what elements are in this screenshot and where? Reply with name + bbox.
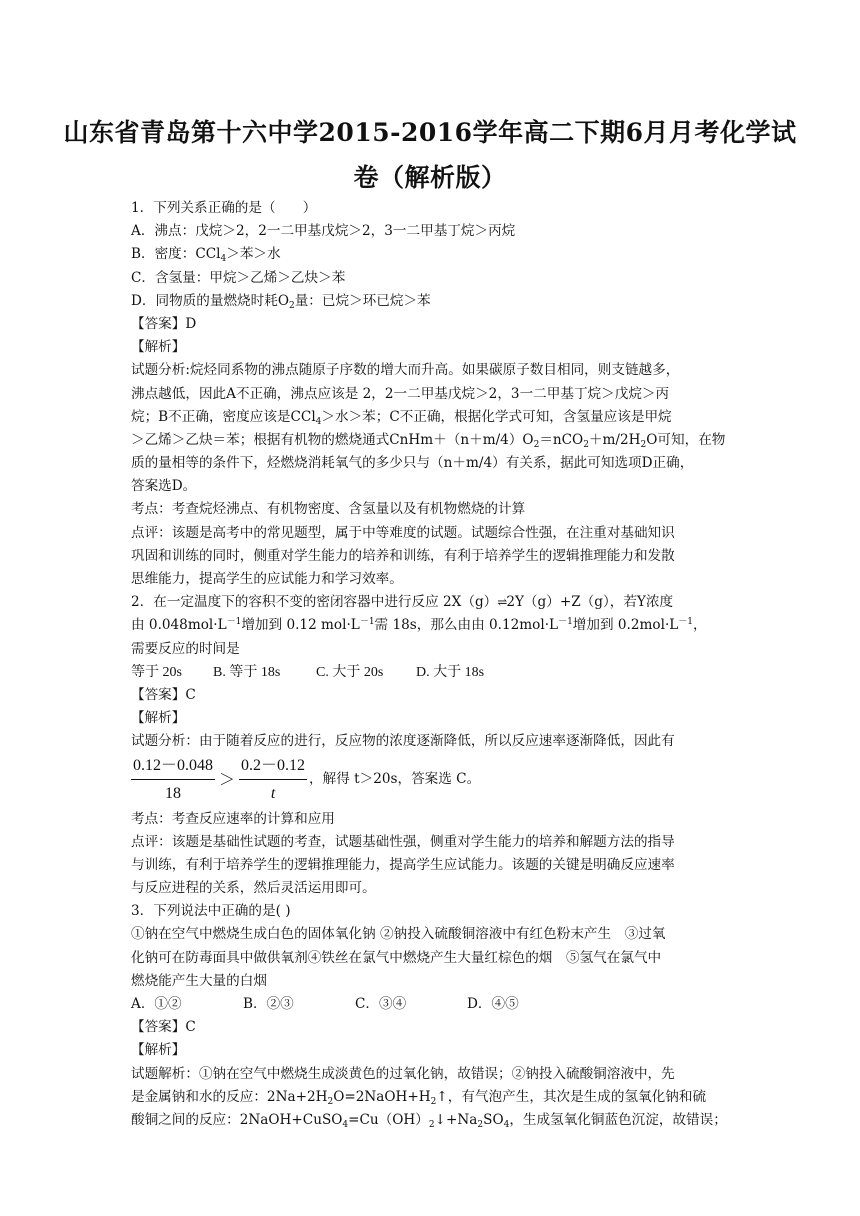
text: ＞苯＞水 xyxy=(226,246,281,263)
greater-than: ＞ xyxy=(219,769,236,789)
q1-comment-line: 点评：该题是高考中的常见题型，属于中等难度的试题。试题综合性强，在注重对基础知识 xyxy=(131,524,675,541)
numerator: 0.12－0.048 xyxy=(131,754,215,780)
text: 量：已烷＞环已烷＞苯 xyxy=(294,292,431,309)
text: ↓+Na xyxy=(434,1111,478,1128)
numerator: 0.2－0.12 xyxy=(239,754,307,780)
q3-statement-line: ①钠在空气中燃烧生成白色的固体氧化钠 ②钠投入硫酸铜溶液中有红色粉末产生 ③过氧 xyxy=(131,926,666,943)
q3-option: C．③④ xyxy=(355,996,407,1012)
q3-option: B．②③ xyxy=(243,996,294,1012)
q3-options xyxy=(131,993,731,1016)
subscript: 4 xyxy=(220,254,227,265)
text: 增加到 0.12 mol·L xyxy=(241,617,360,634)
q1-comment-line: 巩固和训练的同时，侧重对学生能力的培养和训练，有利于培养学生的逻辑推理能力和发散 xyxy=(131,547,675,564)
denominator xyxy=(239,780,307,805)
q2-fraction-inequality xyxy=(131,754,731,808)
text: ，生成氢氧化铜蓝色沉淀，故错误； xyxy=(509,1111,727,1128)
subscript: 2 xyxy=(583,439,589,450)
text: B．密度：CCl xyxy=(131,246,221,263)
q1-answer: 【答案】D xyxy=(131,315,197,332)
q2-point: 考点：考查反应速率的计算和应用 xyxy=(131,810,335,827)
q1-analysis-heading: 【解析】 xyxy=(131,339,186,356)
text: ， xyxy=(693,617,707,634)
subscript: 2 xyxy=(640,439,647,450)
subscript: 2 xyxy=(428,1119,435,1130)
text: ，解得 t＞20s，答案选 C。 xyxy=(309,770,481,787)
q3-option: A．①② xyxy=(131,996,182,1012)
text: =Cu（OH） xyxy=(348,1111,429,1128)
q2-comment-line: 与训练，有利于培养学生的逻辑推理能力，提高学生应试能力。该题的关键是明确反应速率 xyxy=(131,856,675,873)
q2-stem-line3: 需要反应的时间是 xyxy=(131,640,240,657)
subscript: 2 xyxy=(327,1096,334,1107)
superscript: －1 xyxy=(359,617,375,628)
q3-statement-line: 化钠可在防毒面具中做供氧剂④铁丝在氯气中燃烧产生大量红棕色的烟 ⑤氢气在氯气中 xyxy=(131,949,662,966)
q1-stem: 1．下列关系正确的是（ ） xyxy=(131,200,317,216)
q2-comment-line: 与反应进程的关系，然后灵活运用即可。 xyxy=(131,880,376,897)
q1-option-d xyxy=(131,290,731,313)
text: ＞乙烯＞乙炔＝苯；根据有机物的燃烧通式CnHm＋（n＋m/4）O xyxy=(131,431,534,448)
text: 2．在一定温度下的容积不变的密闭容器中进行反应 2X（g） xyxy=(131,594,498,611)
q1-point: 考点：考查烷烃沸点、有机物密度、含氢量以及有机物燃烧的计算 xyxy=(131,501,526,518)
text: ＝nCO xyxy=(539,431,584,448)
document-title-line1: 山东省青岛第十六中学2015-2016学年高二下期6月月考化学试 xyxy=(63,118,797,147)
denominator: 18 xyxy=(165,784,181,802)
text: 酸铜之间的反应：2NaOH+CuSO xyxy=(131,1111,343,1128)
q2-option: B. 等于 18s xyxy=(213,664,281,680)
text: 烷；B不正确，密度应该是CCl xyxy=(131,408,316,425)
q1-analysis-line: 质的量相等的条件下，烃燃烧消耗氧气的多少只与（n＋m/4）有关系，据此可知选项D正确， xyxy=(131,455,694,472)
equilibrium-arrow-icon: ⇌ xyxy=(497,595,507,610)
q1-analysis-line: 答案选D。 xyxy=(131,478,197,495)
document-body xyxy=(131,197,731,1132)
subscript: 4 xyxy=(342,1119,349,1130)
subscript: 2 xyxy=(288,300,295,311)
text: ＞水＞苯；C不正确，根据化学式可知，含氢量应该是甲烷 xyxy=(321,408,672,425)
subscript: 2 xyxy=(477,1119,484,1130)
subscript: 2 xyxy=(533,439,540,450)
text: ＋m/2H xyxy=(588,431,641,448)
text: O=2NaOH+H xyxy=(333,1088,431,1105)
q3-stem: 3．下列说法中正确的是( ) xyxy=(131,903,291,920)
q1-option-c: C．含氢量：甲烷＞乙烯＞乙炔＞苯 xyxy=(131,269,346,286)
q1-comment-line: 思维能力，提高学生的应试能力和学习效率。 xyxy=(131,571,403,587)
q2-analysis-heading: 【解析】 xyxy=(131,710,186,727)
subscript: 4 xyxy=(315,416,322,427)
q3-answer: 【答案】C xyxy=(131,1019,196,1036)
text: ↑，有气泡产生，其次是生成的氢氧化钠和硫 xyxy=(436,1088,707,1105)
q2-options xyxy=(131,661,731,684)
q2-option: C. 大于 20s xyxy=(316,664,384,680)
q3-analysis-line: 试题解析：①钠在空气中燃烧生成淡黄色的过氧化钠，故错误；②钠投入硫酸铜溶液中，先 xyxy=(131,1065,675,1082)
subscript: 2 xyxy=(430,1096,437,1107)
q3-analysis-heading: 【解析】 xyxy=(131,1042,186,1059)
q1-option-a: A．沸点：戊烷＞2，2一二甲基戊烷＞2，3一二甲基丁烷＞丙烷 xyxy=(131,223,516,240)
text: 由 0.048mol·L xyxy=(131,617,227,634)
q1-analysis-line: 沸点越低，因此A不正确，沸点应该是 2，2一二甲基戊烷＞2，3一二甲基丁烷＞戊烷＞丙 xyxy=(131,385,670,402)
q2-analysis-line: 试题分析：由于随着反应的进行，反应物的浓度逐渐降低，所以反应速率逐渐降低，因此有 xyxy=(131,733,675,750)
superscript: －1 xyxy=(678,617,694,628)
fraction xyxy=(239,754,307,805)
q3-analysis-line xyxy=(131,1109,731,1132)
q3-statement-line: 燃烧能产生大量的白烟 xyxy=(131,972,267,989)
q1-analysis-line xyxy=(131,406,731,429)
q2-answer: 【答案】C xyxy=(131,686,196,703)
text: 增加到 0.2mol·L xyxy=(572,617,679,634)
q1-analysis-line xyxy=(131,429,731,452)
text: SO xyxy=(483,1111,504,1128)
q2-option: D. 大于 18s xyxy=(416,664,485,680)
variable-t: t xyxy=(270,784,276,802)
document-title-line2: 卷（解析版） xyxy=(353,163,507,192)
text: O可知，在物 xyxy=(646,431,726,448)
subscript: 4 xyxy=(503,1119,510,1130)
superscript: －1 xyxy=(226,617,242,628)
q2-comment-line: 点评：该题是基础性试题的考查，试题基础性强，侧重对学生能力的培养和解题方法的指导 xyxy=(131,833,675,850)
q3-analysis-line xyxy=(131,1086,731,1109)
text: 2Y（g）+Z（g），若Y浓度 xyxy=(506,594,674,611)
text: 需 18s，那么由由 0.12mol·L xyxy=(374,617,559,634)
fraction xyxy=(131,754,215,805)
text: D．同物质的量燃烧时耗O xyxy=(131,292,289,309)
superscript: －1 xyxy=(558,617,573,628)
q2-option: 等于 20s xyxy=(131,664,182,680)
text: 是金属钠和水的反应：2Na+2H xyxy=(131,1088,328,1105)
q2-stem-line1 xyxy=(131,591,731,614)
q1-option-b xyxy=(131,243,731,266)
q1-analysis-line: 试题分析:烷烃同系物的沸点随原子序数的增大而升高。如果碳原子数目相同，则支链越多， xyxy=(131,362,680,379)
q2-stem-line2 xyxy=(131,614,731,637)
q3-option: D．④⑤ xyxy=(467,996,519,1012)
